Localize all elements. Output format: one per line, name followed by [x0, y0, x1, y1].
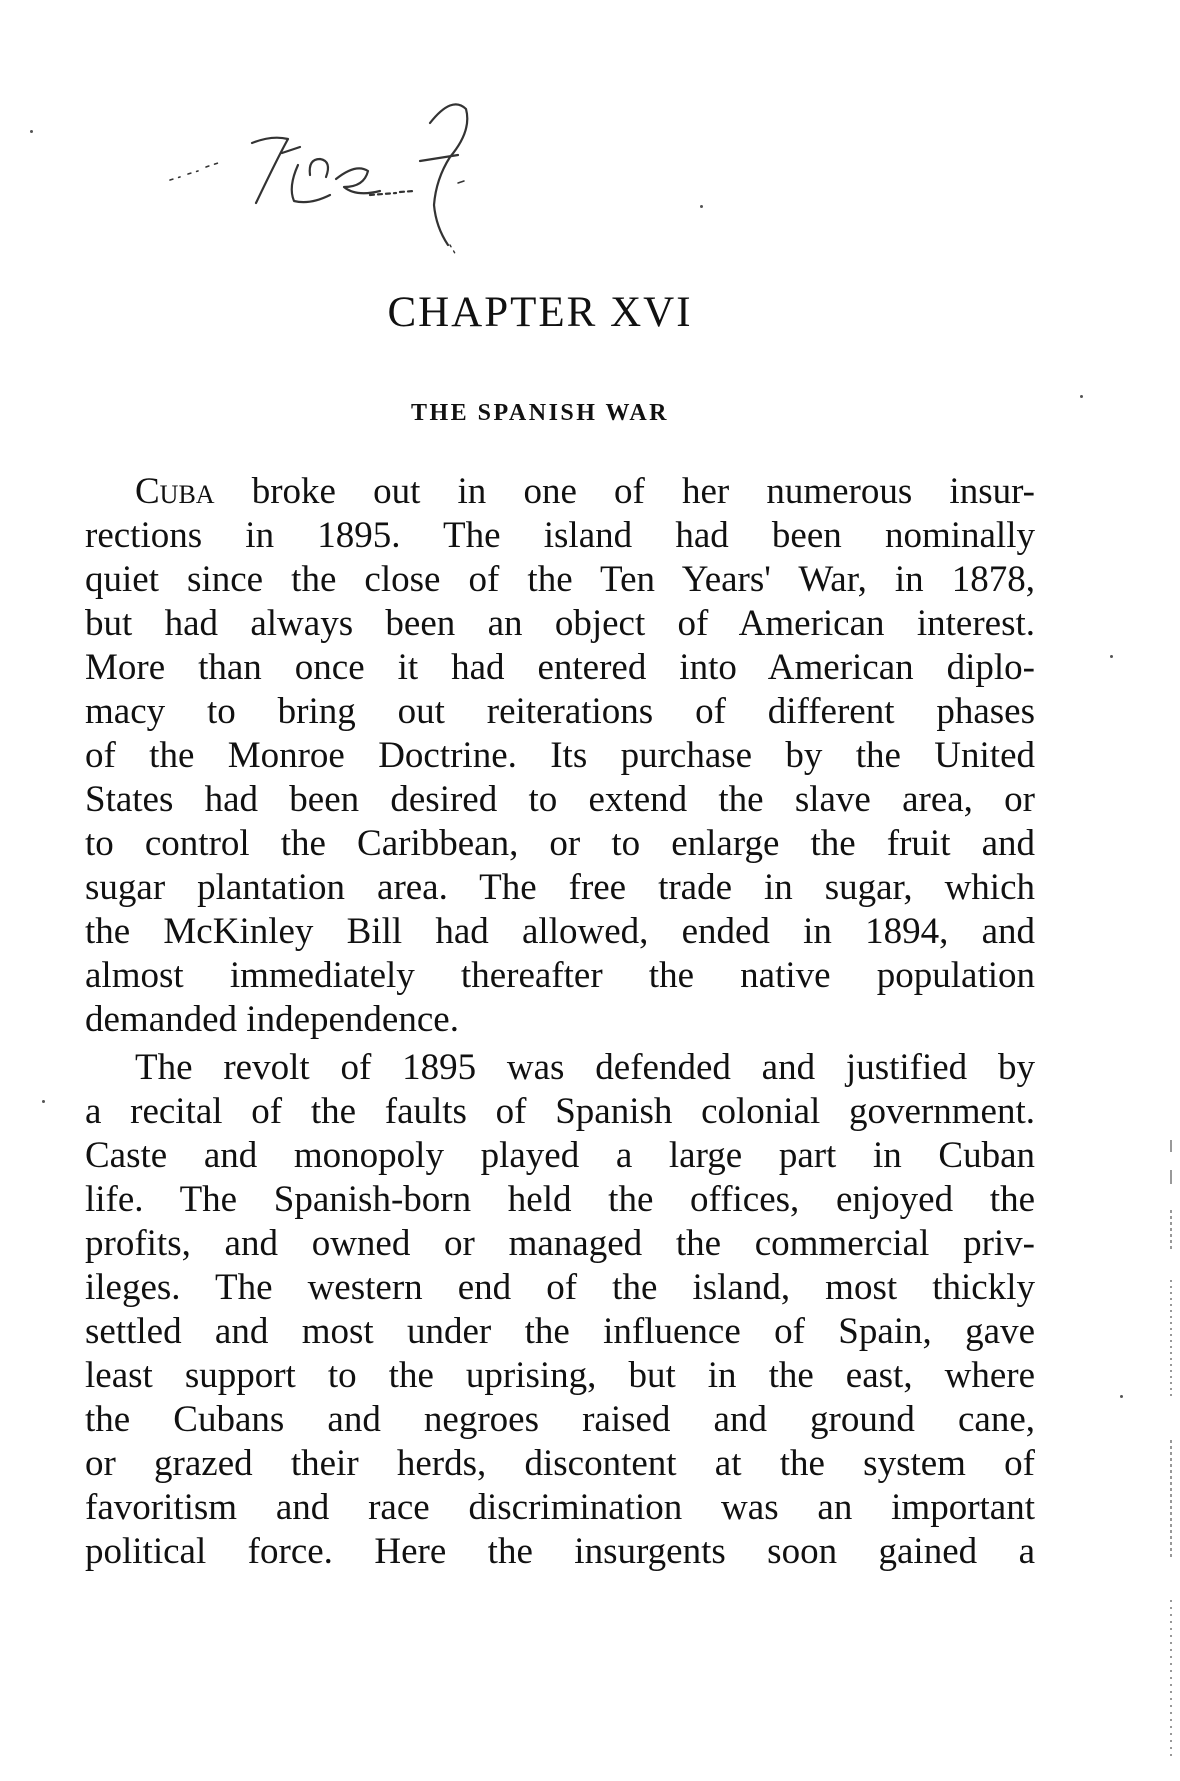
paper-speck	[1110, 655, 1113, 658]
text-line: the McKinley Bill had allowed, ended in 1894, and	[85, 911, 1035, 952]
text-line: rections in 1895. The island had been nominally	[85, 515, 1035, 556]
text-line: or grazed their herds, discontent at the system of	[85, 1443, 1035, 1484]
chapter-number: CHAPTER XVI	[387, 289, 693, 336]
text-line: of the Monroe Doctrine. Its purchase by the United	[85, 735, 1035, 776]
text-line: almost immediately thereafter the native population	[85, 955, 1035, 996]
text-line: life. The Spanish-born held the offices, enjoyed the	[85, 1179, 1035, 1220]
text-line: macy to bring out reiterations of different phases	[85, 691, 1035, 732]
text-line: favoritism and race discrimination was an important	[85, 1487, 1035, 1528]
lead-word: Cuba	[135, 471, 215, 512]
paper-speck	[30, 130, 33, 133]
handwritten-signature	[160, 95, 540, 295]
chapter-title: THE SPANISH WAR	[411, 400, 669, 426]
paragraph-2	[85, 1046, 1035, 1574]
text-line: quiet since the close of the Ten Years' War, in 1878,	[85, 559, 1035, 600]
text-line: a recital of the faults of Spanish colonial government.	[85, 1091, 1035, 1132]
paper-speck	[700, 205, 703, 208]
paper-speck	[1120, 1395, 1123, 1398]
text-line: The revolt of 1895 was defended and justified by	[135, 1047, 1035, 1088]
text-line: ileges. The western end of the island, most thickly	[85, 1267, 1035, 1308]
text-line: sugar plantation area. The free trade in sugar, which	[85, 867, 1035, 908]
text-line: settled and most under the influence of Spain, gave	[85, 1311, 1035, 1352]
body-text	[85, 470, 1035, 1574]
page-edge-marks	[1168, 1140, 1174, 1780]
text-line: profits, and owned or managed the commercial priv-	[85, 1223, 1035, 1264]
text-line: the Cubans and negroes raised and ground cane,	[85, 1399, 1035, 1440]
text-line: political force. Here the insurgents soon gained a	[85, 1531, 1035, 1572]
text-line: Caste and monopoly played a large part in Cuban	[85, 1135, 1035, 1176]
text-line: demanded independence.	[85, 999, 459, 1040]
paper-speck	[1080, 395, 1083, 398]
text-line: More than once it had entered into American diplo-	[85, 647, 1035, 688]
text-line: least support to the uprising, but in the east, where	[85, 1355, 1035, 1396]
text-line: but had always been an object of American interest.	[85, 603, 1035, 644]
text-line: Cuba broke out in one of her numerous insur-	[135, 471, 1035, 512]
text-line: to control the Caribbean, or to enlarge the fruit and	[85, 823, 1035, 864]
text-line: States had been desired to extend the slave area, or	[85, 779, 1035, 820]
paragraph-1	[85, 470, 1035, 1042]
paper-speck	[42, 1100, 45, 1103]
